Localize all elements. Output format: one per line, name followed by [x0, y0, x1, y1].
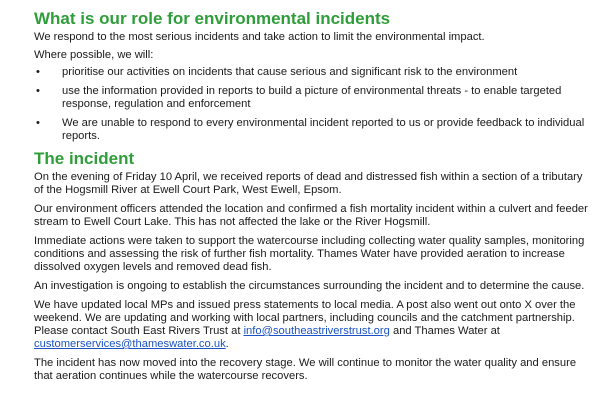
role-intro: We respond to the most serious incidents and take action to limit the environmental impact. [34, 31, 485, 43]
role-bullet-list [34, 66, 592, 143]
incident-paragraph-5 [34, 299, 592, 351]
incident-paragraph-2: Our environment officers attended the location and confirmed a fish mortality incident within a culvert and feeder stream to Ewell Court Lake. This has not affected the lake or the River Hogsmill. [34, 203, 588, 228]
list-item [34, 66, 592, 79]
paragraph-5-text-c: . [225, 338, 229, 350]
paragraph-5-text-b: and Thames Water at [389, 325, 500, 337]
bullet-text: prioritise our activities on incidents that cause serious and significant risk to the environment [62, 66, 518, 78]
list-item [34, 117, 592, 143]
bullet-icon: • [36, 85, 40, 97]
section-heading-role: What is our role for environmental incidents [34, 9, 391, 28]
bullet-icon: • [36, 66, 40, 78]
incident-paragraph-1: On the evening of Friday 10 April, we received reports of dead and distressed fish within a section of a tributary of the Hogsmill River at Ewell Court Park, West Ewell, Epsom. [34, 171, 583, 196]
list-item [34, 85, 592, 111]
bullet-text: use the information provided in reports to build a picture of environmental threats - to enable targeted response, regulation and enforcement [62, 85, 562, 110]
incident-paragraph-3: Immediate actions were taken to support the watercourse including collecting water quality samples, monitoring conditions and assessing the risk of further fish mortality. Thames Water have provided aeration to increase dissolved oxygen levels and removed dead fish. [34, 235, 585, 273]
thames-water-email-link[interactable]: customerservices@thameswater.co.uk [34, 338, 226, 350]
role-lead: Where possible, we will: [34, 49, 154, 61]
south-east-rivers-trust-email-link[interactable]: info@southeastriverstrust.org [243, 325, 390, 337]
incident-section [34, 149, 592, 383]
section-heading-incident: The incident [34, 149, 135, 168]
incident-paragraph-4: An investigation is ongoing to establish the circumstances surrounding the incident and to determine the cause. [34, 280, 585, 292]
paragraph-5-text-a: We have updated local MPs and issued press statements to local media. A post also went out onto X over the weekend. We are updating and working with local partners, including councils and the catchment partnership. Please contact South East Rivers Trust at [34, 299, 576, 337]
incident-paragraph-6: The incident has now moved into the recovery stage. We will continue to monitor the water quality and ensure that aeration continues while the watercourse recovers. [34, 357, 577, 382]
bullet-text: We are unable to respond to every environmental incident reported to us or provide feedback to individual reports. [62, 117, 585, 142]
bullet-icon: • [36, 117, 40, 129]
